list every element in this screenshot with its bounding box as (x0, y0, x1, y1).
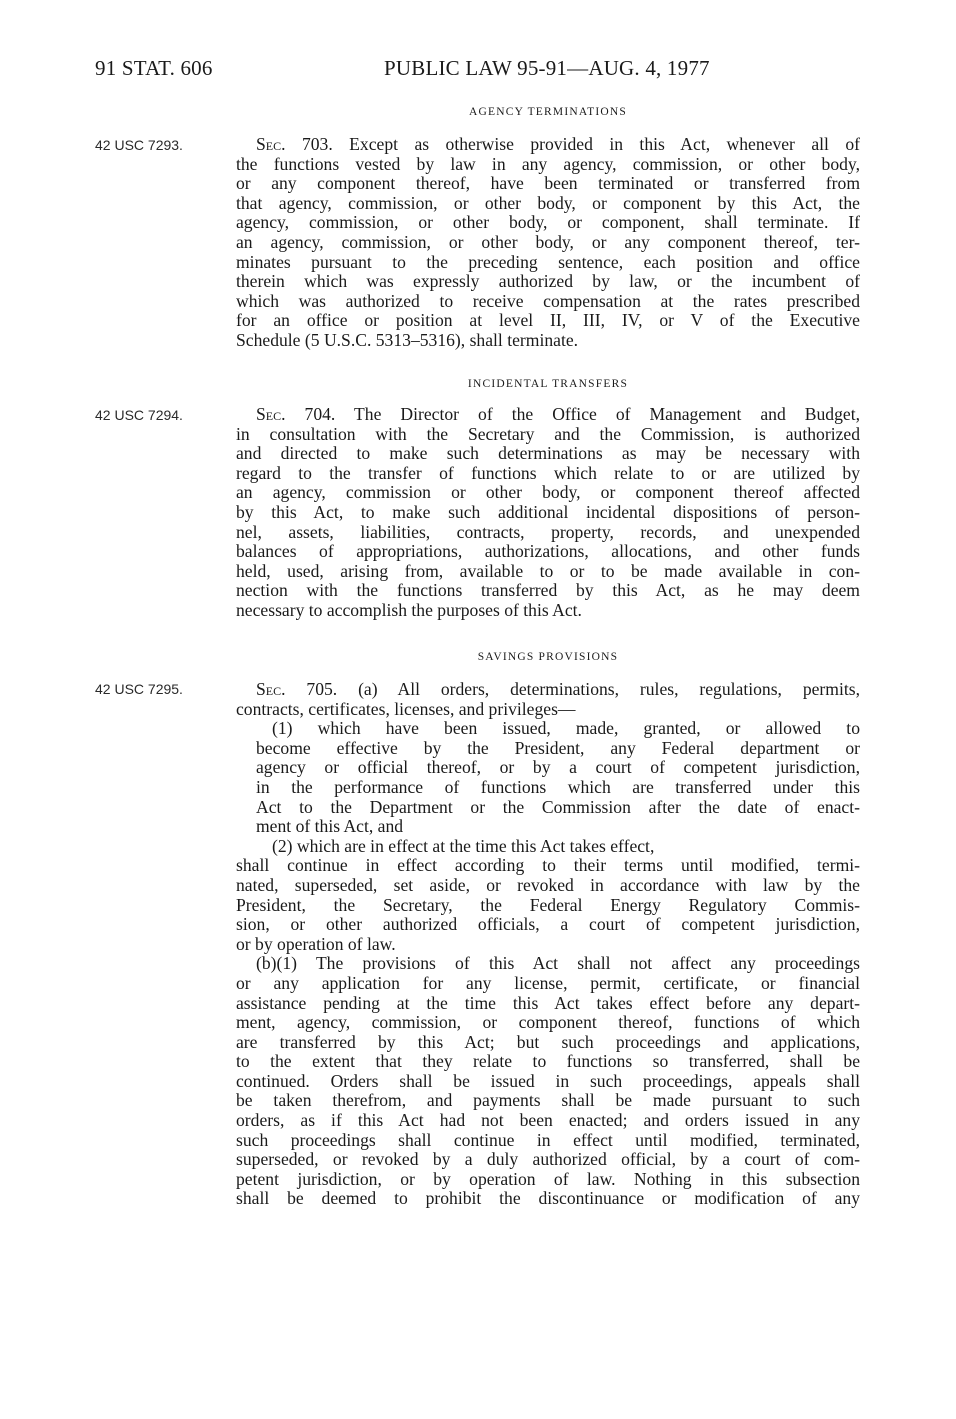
text-line: an agency, commission, or other body, or any component thereof, ter- (236, 231, 860, 252)
text-line: Schedule (5 U.S.C. 5313–5316), shall terminate. (236, 329, 579, 350)
section-heading-incidental-transfers: INCIDENTAL TRANSFERS (467, 378, 629, 390)
text-line: superseded, or revoked by a duly authorized official, by a court of com- (236, 1149, 860, 1170)
text-line: are transferred by this Act; but such proceedings and applications, (236, 1031, 860, 1052)
law-title: PUBLIC LAW 95-91—AUG. 4, 1977 (384, 56, 710, 80)
sec-label: Sec. (256, 404, 286, 424)
text-line: contracts, certificates, licenses, and privileges— (236, 698, 576, 719)
section-703-body (236, 135, 860, 351)
text-line: continued. Orders shall be issued in such proceedings, appeals shall (236, 1070, 860, 1091)
text-line: shall be deemed to prohibit the discontinuance or modification of any (236, 1188, 860, 1209)
text-line: agency or official thereof, or by a court of competent jurisdiction, (256, 757, 860, 778)
text-line: agency, commission, or other body, or component, shall terminate. If (236, 212, 860, 233)
text-line: (b)(1) The provisions of this Act shall not affect any proceedings (256, 953, 860, 974)
text-line: for an office or position at level II, III, IV, or V of the Executive (236, 310, 860, 331)
text-line: by this Act, to make such additional incidental dispositions of person- (236, 501, 860, 522)
text-line: an agency, commission or other body, or component thereof affected (236, 482, 860, 503)
margin-note-7294: 42 USC 7294. (95, 407, 183, 423)
text-line: or any application for any license, permit, certificate, or financial (236, 972, 860, 993)
text-line: such proceedings shall continue in effect until modified, terminated, (236, 1129, 860, 1150)
text-line: or by operation of law. (236, 933, 396, 954)
page-header (0, 56, 956, 82)
section-heading-agency-terminations: AGENCY TERMINATIONS (469, 106, 627, 118)
text-line: become effective by the President, any Federal department or (256, 737, 860, 758)
text-line: Act to the Department or the Commission after the date of enact- (256, 796, 860, 817)
text-line: nated, superseded, set aside, or revoked in accordance with law by the (236, 874, 860, 895)
text-line: nection with the functions transferred by this Act, as he may deem (236, 580, 860, 601)
sec-label: Sec. (256, 679, 286, 699)
margin-note-7293: 42 USC 7293. (95, 137, 183, 153)
text-line: regard to the transfer of functions which relate to or are utilized by (236, 462, 860, 483)
text-line: sion, or other authorized officials, a court of competent jurisdiction, (236, 914, 860, 935)
text-line: in consultation with the Secretary and the Commission, is authorized (236, 423, 860, 444)
text-line: that agency, commission, or other body, or component by this Act, the (236, 192, 860, 213)
text-line: orders, as if this Act had not been enacted; and orders issued in any (236, 1110, 860, 1131)
sec-label: Sec. (256, 134, 286, 154)
text-line: ment of this Act, and (256, 816, 404, 837)
text-line: which was authorized to receive compensation at the rates prescribed (236, 290, 860, 311)
text-line: in the performance of functions which are transferred under this (256, 776, 860, 797)
text-line: shall continue in effect according to their terms until modified, termi- (236, 855, 860, 876)
text-line: to the extent that they relate to functions so transferred, shall be (236, 1051, 860, 1072)
text-line: minates pursuant to the preceding sentence, each position and office (236, 251, 860, 272)
text-line: and directed to make such determinations as may be necessary with (236, 443, 860, 464)
text-line: or any component thereof, have been terminated or transferred from (236, 173, 860, 194)
text-line: necessary to accomplish the purposes of this Act. (236, 599, 582, 620)
text-line: be taken therefrom, and payments shall be made pursuant to such (236, 1090, 860, 1111)
text-line: ment, agency, commission, or component thereof, functions of which (236, 1012, 860, 1033)
text-line: Sec. 704. The Director of the Office of Management and Budget, (256, 404, 860, 424)
text-line: Sec. 705. (a) All orders, determinations, rules, regulations, permits, (256, 679, 860, 699)
text-line: Sec. 703. Except as otherwise provided in this Act, whenever all of (256, 134, 860, 154)
section-704-body (236, 405, 860, 621)
text-line: President, the Secretary, the Federal Energy Regulatory Commis- (236, 894, 860, 915)
section-705-body (236, 680, 860, 1209)
stat-page-reference: 91 STAT. 606 (95, 56, 213, 80)
margin-note-7295: 42 USC 7295. (95, 681, 183, 697)
section-heading-savings-provisions: SAVINGS PROVISIONS (477, 651, 619, 663)
text-line: (2) which are in effect at the time this Act takes effect, (272, 835, 655, 856)
text-line: the functions vested by law in any agency, commission, or other body, (236, 153, 860, 174)
text-line: nel, assets, liabilities, contracts, property, records, and unexpended (236, 521, 860, 542)
text-line: assistance pending at the time this Act takes effect before any depart- (236, 992, 860, 1013)
text-line: petent jurisdiction, or by operation of law. Nothing in this subsection (236, 1168, 860, 1189)
text-line: therein which was expressly authorized by law, or the incumbent of (236, 271, 860, 292)
text-line: (1) which have been issued, made, granted, or allowed to (272, 718, 860, 739)
text-line: held, used, arising from, available to or to be made available in con- (236, 560, 860, 581)
text-line: balances of appropriations, authorizations, allocations, and other funds (236, 541, 860, 562)
